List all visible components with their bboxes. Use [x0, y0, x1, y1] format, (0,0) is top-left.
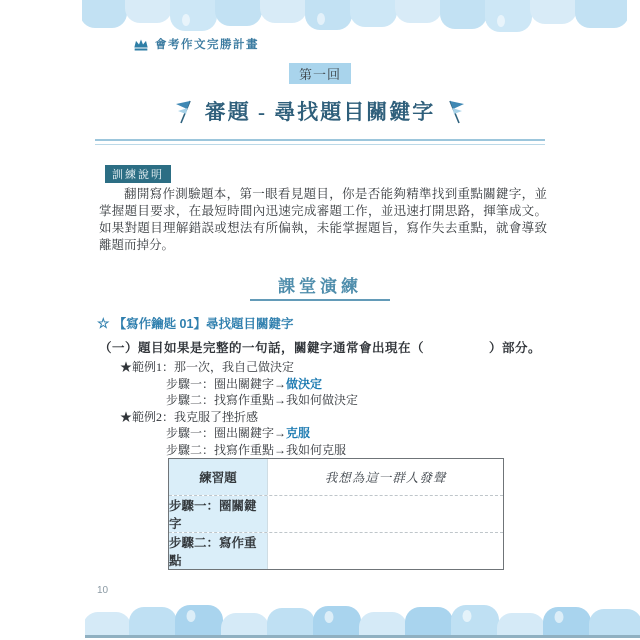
table-row [169, 459, 503, 495]
top-bubble-border [82, 0, 627, 34]
bottom-bubble-border [85, 604, 640, 638]
row-value [268, 496, 503, 532]
example-title: ★範例1：那一次，我自己做決定 [120, 360, 295, 374]
example-step: 步驟二：找寫作重點→我如何克服 [166, 442, 347, 457]
page-title: 審題 - 尋找題目關鍵字 [204, 100, 436, 124]
example-title: ★範例2：我克服了挫折感 [120, 409, 259, 424]
step-text: 步驟一：圈出關鍵字→ [166, 426, 287, 440]
practice-table [168, 458, 504, 570]
example-step [120, 425, 540, 442]
examples-block [120, 359, 540, 458]
row-label: 練習題 [169, 459, 268, 495]
title-row [0, 96, 640, 126]
training-badge: 訓練說明 [105, 165, 171, 183]
table-row [169, 495, 503, 532]
bottom-rule [85, 635, 640, 638]
title-divider [95, 139, 545, 145]
section-underline [250, 299, 390, 301]
star-icon: ☆ [97, 314, 110, 331]
crown-icon [133, 38, 149, 51]
page-number: 10 [97, 585, 109, 596]
section-title: 課堂演練 [278, 277, 362, 296]
writing-key-title: 【寫作鑰匙 01】尋找題目關鍵字 [113, 317, 294, 331]
keyword-highlight: 克服 [286, 426, 311, 440]
example-step [120, 376, 540, 393]
training-paragraph: 翻開寫作測驗題本，第一眼看見題目，你是否能夠精準找到重點關鍵字，並掌握題目要求，在最短時間內迅速完成審題工作，並迅速打開思路，揮筆成文。如果對題目理解錯誤或想法有所偏執，未能掌握題旨，寫作失去重點，就會導致離題而掉分。 [99, 187, 547, 252]
left-flag-icon [175, 98, 195, 124]
book-title: 會考作文完勝計畫 [155, 39, 259, 51]
right-flag-icon [445, 98, 465, 124]
chapter-badge: 第一回 [289, 63, 351, 84]
running-head [133, 36, 259, 52]
writing-key-heading [97, 314, 293, 332]
row-label: 步驟一：圈關鍵字 [169, 496, 268, 532]
row-value [268, 533, 503, 569]
instruction-line: （一）題目如果是完整的一句話，關鍵字通常會出現在（ ）部分。 [99, 341, 542, 355]
step-text: 步驟一：圈出關鍵字→ [166, 376, 287, 391]
table-row [169, 532, 503, 569]
row-label: 步驟二：寫作重點 [169, 533, 268, 569]
example-step: 步驟二：找寫作重點→我如何做決定 [166, 393, 359, 407]
keyword-highlight: 做決定 [286, 376, 323, 391]
row-value: 我想為這一群人發聲 [324, 471, 447, 485]
